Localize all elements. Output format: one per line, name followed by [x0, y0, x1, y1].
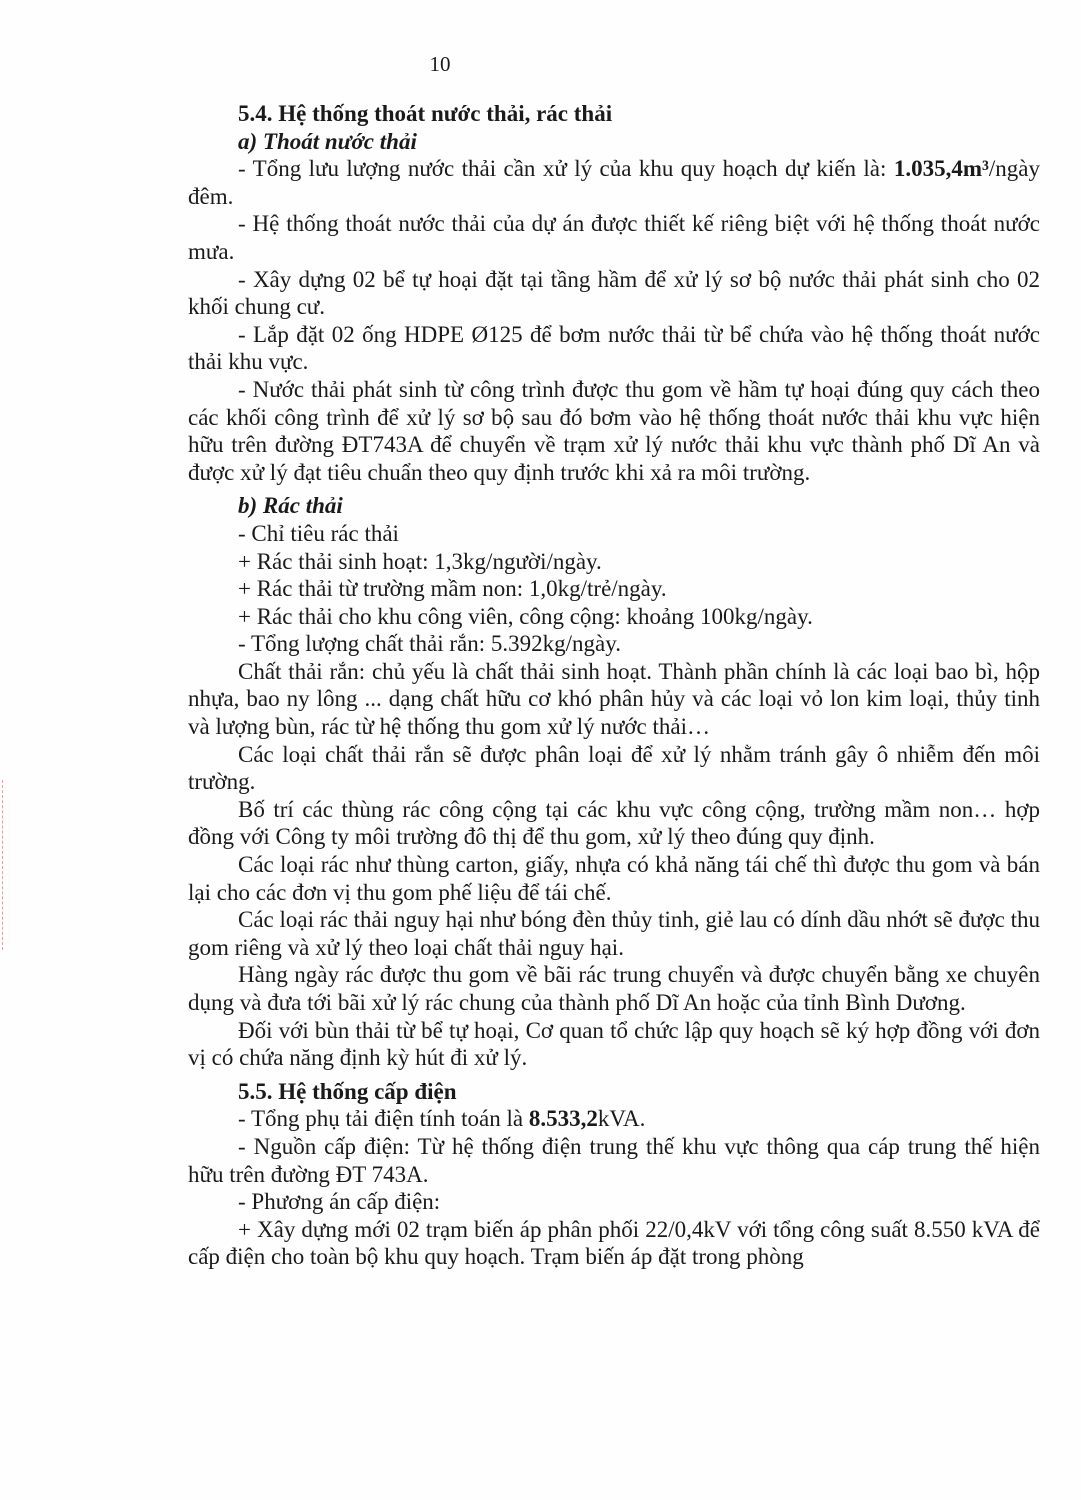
paragraph-solid-waste-composition: Chất thải rắn: chủ yếu là chất thải sinh hoạt. Thành phần chính là các loại bao bì, hộp nhựa, bao ny lông ... dạng chất hữu cơ khó phân hủy và các loại vỏ lon kim loại, thủy tinh và lượng bùn, rác từ hệ thống thu gom xử lý nước thải…	[188, 658, 1040, 740]
total-load-value: 8.533,2	[528, 1106, 598, 1132]
paragraph-transformer-stations: + Xây dựng mới 02 trạm biến áp phân phối 22/0,4kV với tổng công suất 8.550 kVA để cấp điện cho toàn bộ khu quy hoạch. Trạm biến áp đặt trong phòng	[188, 1216, 1040, 1270]
text: /ngày đêm.	[188, 156, 1040, 209]
paragraph-waste-classification: Các loại chất thải rắn sẽ được phân loại để xử lý nhằm tránh gây ô nhiễm đến môi trường.	[188, 741, 1040, 795]
list-item: + Rác thải từ trường mầm non: 1,0kg/trẻ/ngày.	[238, 576, 667, 602]
paragraph-recycling: Các loại rác như thùng carton, giấy, nhựa có khả năng tái chế thì được thu gom và bán lại cho các đơn vị thu gom phế liệu để tái chế.	[188, 852, 1040, 905]
paragraph-wastewater-volume	[188, 155, 1040, 210]
paragraph-septic-tanks: - Xây dựng 02 bể tự hoại đặt tại tầng hầm để xử lý sơ bộ nước thải phát sinh cho 02 khối chung cư.	[188, 266, 1040, 320]
page-content	[188, 100, 1040, 1271]
page-number: 10	[429, 52, 451, 76]
list-item: - Chỉ tiêu rác thải	[238, 520, 399, 546]
paragraph-total-load	[188, 1105, 1040, 1133]
wastewater-volume-value: 1.035,4m³	[893, 156, 989, 182]
paragraph-hazardous-waste: Các loại rác thải nguy hại như bóng đèn thủy tinh, giẻ lau có dính dầu nhớt sẽ được thu gom riêng và xử lý theo loại chất thải nguy hại.	[188, 907, 1040, 960]
margin-mark	[2, 780, 11, 950]
subsection-title-solid-waste: b) Rác thải	[238, 493, 343, 519]
text: - Tổng phụ tải điện tính toán là	[238, 1106, 529, 1132]
list-item: + Rác thải sinh hoạt: 1,3kg/người/ngày.	[238, 548, 602, 574]
list-item: - Tổng lượng chất thải rắn: 5.392kg/ngày.	[238, 631, 621, 657]
section-heading-5-5: 5.5. Hệ thống cấp điện	[238, 1078, 457, 1104]
paragraph-public-bins: Bố trí các thùng rác công cộng tại các khu vực công cộng, trường mầm non… hợp đồng với Công ty môi trường đô thị để thu gom, xử lý theo đúng quy định.	[188, 796, 1040, 850]
subsection-title-wastewater: a) Thoát nước thải	[238, 128, 417, 154]
paragraph-septic-sludge: Đối với bùn thải từ bể tự hoại, Cơ quan tổ chức lập quy hoạch sẽ ký hợp đồng với đơn vị có chứa năng định kỳ hút đi xử lý.	[188, 1017, 1040, 1071]
paragraph-wastewater-process: - Nước thải phát sinh từ công trình được thu gom về hầm tự hoại đúng quy cách theo các khối công trình để xử lý sơ bộ sau đó bơm vào hệ thống thoát nước thải khu vực hiện hữu trên đường ĐT743A để chuyển về trạm xử lý nước thải khu vực thành phố Dĩ An và được xử lý đạt tiêu chuẩn theo quy định trước khi xả ra môi trường.	[188, 376, 1040, 485]
section-heading-5-4: 5.4. Hệ thống thoát nước thải, rác thải	[238, 101, 613, 126]
list-item: - Phương án cấp điện:	[238, 1189, 441, 1215]
paragraph-separate-system: - Hệ thống thoát nước thải của dự án được thiết kế riêng biệt với hệ thống thoát nước mưa.	[188, 211, 1040, 264]
paragraph-power-source: - Nguồn cấp điện: Từ hệ thống điện trung thế khu vực thông qua cáp trung thế hiện hữu trên đường ĐT 743A.	[188, 1133, 1040, 1187]
paragraph-daily-collection: Hàng ngày rác được thu gom về bãi rác trung chuyển và được chuyển bằng xe chuyên dụng và đưa tới bãi xử lý rác chung của thành phố Dĩ An hoặc của tỉnh Bình Dương.	[188, 962, 1040, 1015]
text: kVA.	[597, 1106, 646, 1132]
list-item: + Rác thải cho khu công viên, công cộng: khoảng 100kg/ngày.	[238, 603, 813, 629]
paragraph-hdpe-pipes: - Lắp đặt 02 ống HDPE Ø125 để bơm nước thải từ bể chứa vào hệ thống thoát nước thải khu vực.	[188, 321, 1040, 375]
text: - Tổng lưu lượng nước thải cần xử lý của khu quy hoạch dự kiến là:	[238, 156, 894, 182]
